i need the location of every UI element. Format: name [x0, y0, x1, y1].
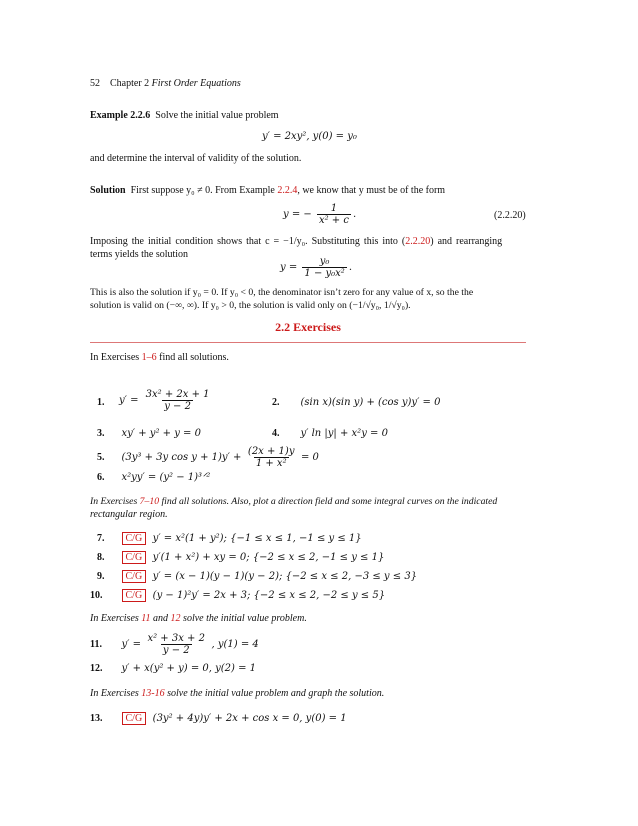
exercise-5-pre: (3y³ + 3y cos y + 1)y′ +: [121, 452, 242, 463]
exercise-12-link[interactable]: 12: [170, 613, 181, 624]
exercise-11: [90, 633, 259, 656]
solution-also-line-1: This is also the solution if y₀ = 0. If y₀ < 0, the denominator isn’t zero for any value of x, so the the: [90, 287, 474, 298]
solution-line1-a: First suppose y₀ ≠ 0. From Example: [130, 185, 278, 196]
exercises-1-6-link[interactable]: 1–6: [141, 352, 157, 363]
solution-equation-2: y = $\frac{\text{y₀}}{\text{1 − y₀x²}}$ .: [280, 256, 352, 279]
chapter-title: First Order Equations: [151, 78, 241, 89]
intro3-text-b: solve the initial value problem.: [180, 613, 307, 624]
example-statement: [90, 110, 279, 122]
exercise-10-label: 10.: [90, 590, 103, 601]
exercise-12-equation: y′ + x(y² + y) = 0, y(2) = 1: [121, 663, 257, 674]
eq2-lhs: y =: [280, 262, 298, 273]
exercise-10: [90, 589, 385, 602]
exercise-3-label: 3.: [97, 428, 105, 439]
exercise-9-equation: y′ = (x − 1)(y − 1)(y − 2); {−2 ≤ x ≤ 2, −3 ≤ y ≤ 3}: [152, 571, 418, 582]
solution-imposing-line-2: terms yields the solution: [90, 249, 189, 260]
exercise-2-equation: (sin x)(sin y) + (cos y)y′ = 0: [300, 397, 441, 408]
exercise-7-equation: y′ = x²(1 + y²); {−1 ≤ x ≤ 1, −1 ≤ y ≤ 1}: [152, 533, 362, 544]
page-number: 52: [90, 78, 100, 89]
exercise-4: [272, 428, 388, 440]
exercise-5: [97, 446, 319, 469]
exercises-intro-1: [90, 352, 229, 364]
intro3-text-a: In Exercises: [90, 613, 142, 624]
exercise-5-numerator: (2x + 1)y: [247, 446, 295, 457]
cg-badge[interactable]: C/G: [122, 551, 147, 564]
exercise-5-label: 5.: [97, 452, 105, 463]
example-equation: y′ = 2xy², y(0) = y₀: [262, 131, 357, 142]
exercise-8-label: 8.: [97, 552, 105, 563]
exercises-intro-2-line-2: rectangular region.: [90, 509, 168, 520]
chapter-number: Chapter 2: [110, 78, 150, 89]
exercise-13: [90, 712, 347, 725]
eq1-fraction: [317, 203, 351, 226]
exercise-13-label: 13.: [90, 713, 103, 724]
exercise-3: [97, 428, 201, 440]
exercise-8: [97, 551, 384, 564]
exercise-8-equation: y′(1 + x²) + xy = 0; {−2 ≤ x ≤ 2, −1 ≤ y ≤ 1}: [152, 552, 385, 563]
exercise-5-denominator: 1 + x²: [255, 458, 287, 469]
eq2-denominator: 1 − y₀x²: [304, 268, 345, 279]
exercise-2-label: 2.: [272, 397, 280, 408]
example-2-2-4-link[interactable]: 2.2.4: [277, 185, 298, 196]
exercises-intro-2: [90, 496, 497, 508]
exercise-7-label: 7.: [97, 533, 105, 544]
exercise-6-label: 6.: [97, 472, 105, 483]
exercise-9: [97, 570, 417, 583]
exercise-5-post: = 0: [300, 452, 319, 463]
solution-label: Solution: [90, 185, 126, 196]
eq1-denominator: x² + c: [318, 215, 349, 226]
intro4-text-a: In Exercises: [90, 688, 142, 699]
solution-also-line-2: solution is valid on (−∞, ∞). If y₀ > 0, the solution is valid only on (−1/√y₀, 1/√y₀).: [90, 300, 411, 311]
exercise-12: [90, 663, 256, 675]
intro2-text-b: find all solutions. Also, plot a direction field and some integral curves on the indicated: [159, 496, 498, 507]
exercises-intro-4: [90, 688, 384, 700]
intro2-text-a: In Exercises: [90, 496, 140, 507]
exercise-7: [97, 532, 362, 545]
exercises-intro-3: [90, 613, 307, 625]
equation-tag-2-2-20: (2.2.20): [494, 210, 526, 221]
exercise-1-numerator: 3x² + 2x + 1: [145, 389, 210, 400]
running-header: [90, 78, 241, 90]
exercise-11-numerator: x² + 3x + 2: [147, 633, 205, 644]
intro1-text-b: find all solutions.: [156, 352, 229, 363]
exercise-3-equation: xy′ + y² + y = 0: [121, 428, 201, 439]
exercise-4-label: 4.: [272, 428, 280, 439]
exercise-11-post: , y(1) = 4: [211, 639, 259, 650]
example-text: Solve the initial value problem: [155, 110, 279, 121]
exercise-11-link[interactable]: 11: [141, 613, 151, 624]
cg-badge[interactable]: C/G: [122, 570, 147, 583]
eq2-numerator: y₀: [319, 256, 330, 267]
solution-line1-b: , we know that y must be of the form: [297, 185, 446, 196]
intro1-text-a: In Exercises: [90, 352, 142, 363]
exercise-6: [97, 472, 210, 484]
eq1-numerator: 1: [330, 203, 338, 214]
exercise-13-equation: (3y² + 4y)y′ + 2x + cos x = 0, y(0) = 1: [152, 713, 347, 724]
intro3-text-mid: and: [150, 613, 171, 624]
cg-badge[interactable]: C/G: [122, 532, 147, 545]
exercise-2: [272, 397, 440, 409]
exercise-5-fraction: [246, 446, 297, 469]
solution-intro: [90, 185, 445, 197]
exercise-11-label: 11.: [90, 639, 102, 650]
cg-badge[interactable]: C/G: [122, 712, 147, 725]
exercise-1-denominator: y − 2: [164, 401, 191, 412]
example-label: Example 2.2.6: [90, 110, 151, 121]
exercise-12-label: 12.: [90, 663, 103, 674]
eq-2-2-20-link[interactable]: 2.2.20: [405, 236, 431, 247]
exercises-13-16-link[interactable]: 13-16: [141, 688, 165, 699]
heading-divider: [90, 342, 526, 343]
exercise-1-equation: [119, 389, 214, 412]
exercise-11-denominator: y − 2: [162, 645, 190, 656]
exercises-heading: 2.2 Exercises: [275, 320, 341, 334]
exercise-6-equation: x²yy′ = (y² − 1)³ᐟ²: [121, 472, 211, 483]
exercises-7-10-link[interactable]: 7–10: [139, 496, 160, 507]
exercise-1-label: 1.: [97, 397, 105, 408]
exercise-1-fraction: [144, 389, 212, 412]
solution-imposing-line: [90, 236, 502, 248]
exercise-1-number: [97, 397, 105, 409]
eq1-lhs: y = −: [283, 209, 312, 220]
imposing-text-a: Imposing the initial condition shows that c = −1/y₀. Substituting this into (: [90, 236, 406, 247]
imposing-text-b: ) and rearranging: [430, 236, 503, 247]
exercise-9-label: 9.: [97, 571, 105, 582]
exercise-11-fraction: [145, 633, 207, 656]
solution-equation-1: y = − $\frac{1}{\text{x² + c}}$ .: [283, 203, 357, 226]
cg-badge[interactable]: C/G: [122, 589, 147, 602]
exercise-4-equation: y′ ln |y| + x²y = 0: [300, 428, 388, 439]
exercise-11-lhs: y′ =: [121, 639, 141, 650]
example-after-text: and determine the interval of validity of the solution.: [90, 153, 302, 164]
intro4-text-b: solve the initial value problem and graph the solution.: [164, 688, 385, 699]
exercise-10-equation: (y − 1)²y′ = 2x + 3; {−2 ≤ x ≤ 2, −2 ≤ y ≤ 5}: [152, 590, 386, 601]
eq2-fraction: [302, 256, 346, 279]
exercise-1-lhs: y′ =: [119, 395, 139, 406]
